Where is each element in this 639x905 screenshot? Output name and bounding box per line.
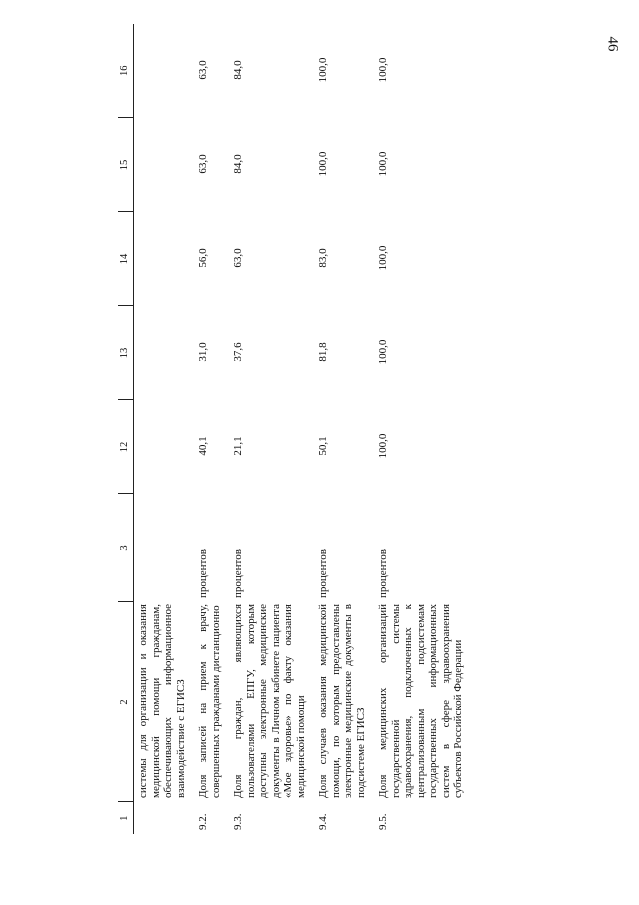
indicators-table — [118, 24, 470, 834]
row-number: 9.3. — [232, 813, 244, 830]
value-16: 100,0 — [317, 57, 329, 83]
value-15: 100,0 — [317, 151, 329, 177]
table-header-row — [118, 24, 134, 834]
value-16 — [134, 24, 193, 118]
header-col-14: 14 — [118, 212, 134, 306]
value-13: 81,8 — [317, 342, 329, 362]
header-col-3: 3 — [118, 494, 134, 602]
value-14: 56,0 — [197, 248, 209, 268]
value-15: 100,0 — [377, 151, 389, 177]
value-13 — [134, 306, 193, 400]
value-14: 100,0 — [377, 245, 389, 271]
indicator-name: системы для организации и оказания медицинской помощи гражданам, обеспечивающих информационное взаимодействие с ЕГИСЗ — [137, 604, 187, 798]
value-13: 100,0 — [377, 339, 389, 365]
value-13: 31,0 — [197, 342, 209, 362]
value-12 — [134, 400, 193, 494]
value-16: 84,0 — [232, 60, 244, 80]
indicator-name: Доля медицинских организаций государственной системы здравоохранения, подключенных к централизованным подсистемам государственных информационных систем в сфере здравоохранения субъектов Российской Федерации — [377, 604, 464, 798]
header-col-2: 2 — [118, 602, 134, 802]
row-number: 9.2. — [197, 813, 209, 830]
value-12: 100,0 — [377, 433, 389, 459]
row-number: 9.4. — [317, 813, 329, 830]
indicator-name: Доля граждан, являющихся пользователями ЕПГУ, которым доступны электронные медицинские документы в Личном кабинете пациента «Мое здоровье» по факту оказания медицинской помощи — [232, 604, 307, 798]
value-12: 21,1 — [232, 436, 244, 456]
value-16: 100,0 — [377, 57, 389, 83]
header-col-1: 1 — [118, 802, 134, 834]
table-row — [372, 24, 470, 834]
unit: процентов — [232, 549, 244, 598]
header-col-13: 13 — [118, 306, 134, 400]
indicator-name: Доля записей на прием к врачу, совершенных гражданами дистанционно — [197, 604, 222, 798]
value-16: 63,0 — [197, 60, 209, 80]
table-row — [227, 24, 312, 834]
table-row — [312, 24, 372, 834]
value-12: 50,1 — [317, 436, 329, 456]
value-12: 40,1 — [197, 436, 209, 456]
value-14 — [134, 212, 193, 306]
header-col-12: 12 — [118, 400, 134, 494]
table-row — [134, 24, 193, 834]
unit: процентов — [317, 549, 329, 598]
rotated-table-container — [118, 24, 548, 834]
row-number — [134, 802, 193, 834]
indicator-name: Доля случаев оказания медицинской помощи, по которым предоставлены электронные медицинские документы в подсистеме ЕГИСЗ — [317, 604, 367, 798]
value-15 — [134, 118, 193, 212]
table-row — [192, 24, 227, 834]
header-col-16: 16 — [118, 24, 134, 118]
header-col-15: 15 — [118, 118, 134, 212]
value-14: 83,0 — [317, 248, 329, 268]
unit: процентов — [197, 549, 209, 598]
unit — [134, 494, 193, 602]
value-13: 37,6 — [232, 342, 244, 362]
unit: процентов — [377, 549, 389, 598]
value-15: 84,0 — [232, 154, 244, 174]
page-number: 46 — [604, 36, 621, 52]
value-14: 63,0 — [232, 248, 244, 268]
value-15: 63,0 — [197, 154, 209, 174]
row-number: 9.5. — [377, 813, 389, 830]
